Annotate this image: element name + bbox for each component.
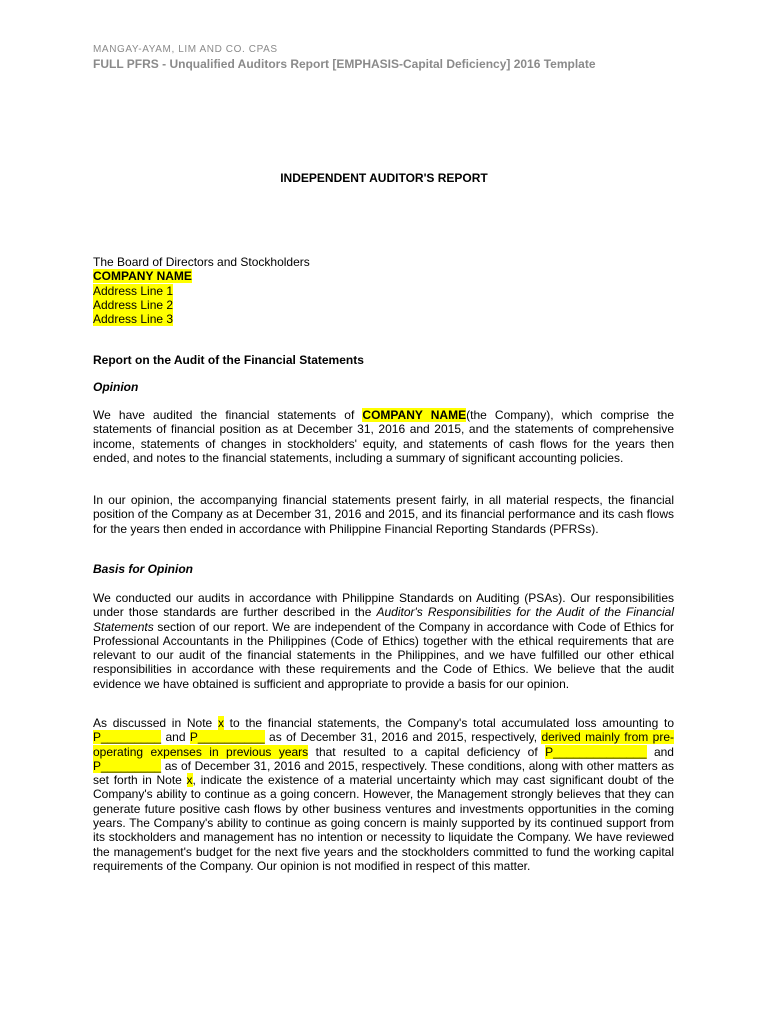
text-run: as of December 31, 2016 and 2015, respectively, (264, 730, 542, 745)
text-run: and (646, 744, 674, 759)
section-title: Report on the Audit of the Financial Statements (93, 353, 364, 367)
text-run: as of December 31, 2016 and 2015, respectively. These conditions, along with other matters as set forth in Note (93, 758, 674, 788)
text-run: that resulted to a capital deficiency of (308, 744, 546, 759)
address-line-1: Address Line 1 (93, 283, 174, 298)
highlighted-phrase: derived mainly from pre-operating expenses in previous years (93, 730, 674, 759)
address-line-3: Address Line 3 (93, 312, 174, 327)
opinion-paragraph-1 (93, 408, 674, 465)
text-run: We have audited the financial statements of (93, 408, 363, 422)
document-header (93, 44, 693, 72)
opinion-heading: Opinion (93, 380, 139, 394)
company-name-inline: COMPANY NAME (362, 408, 467, 422)
note-placeholder: x (217, 716, 224, 730)
note-placeholder: x (186, 773, 193, 788)
template-title: FULL PFRS - Unqualified Auditors Report [EMPHASIS-Capital Deficiency] 2016 Template (93, 57, 596, 71)
report-title: INDEPENDENT AUDITOR'S REPORT (280, 171, 488, 185)
company-name: COMPANY NAME (93, 269, 192, 284)
text-run: , indicate the existence of a material uncertainty which may cast significant doubt of the Company's ability to continue as a going concern. However, the Management strongly believes that they can generate future positive cash flows by other business ventures and investments opportunities in the coming years. The Company's ability to continue as going concern is mainly supported by its continued support from its stockholders and management has no intention or necessity to liquidate the Company. We have reviewed the management's budget for the next five years and the stockholders committed to fund the working capital requirements of the Company. Our opinion is not modified in respect of this matter. (93, 773, 675, 873)
address-line-2: Address Line 2 (93, 297, 174, 312)
emphasis-paragraph (93, 716, 674, 873)
italic-reference: Auditor's Responsibilities for the Audit of the Financial Statements (93, 605, 675, 634)
opinion-paragraph-2: In our opinion, the accompanying financial statements present fairly, in all material respects, the financial position of the Company as at December 31, 2016 and 2015, and its financial performance and its cash flows for the years then ended in accordance with Philippine Financial Reporting Standards (PFRSs). (93, 493, 674, 536)
text-run: As discussed in Note (93, 716, 218, 730)
amount-placeholder: P______________ (545, 744, 647, 759)
amount-placeholder: P__________ (189, 730, 265, 745)
text-run: to the financial statements, the Company's total accumulated loss amounting to (223, 716, 675, 730)
text-run: (the Company), which comprise the statements of financial position as at December 31, 2016 and 2015, and the statements of comprehensive income, statements of changes in stockholders' equity, and statements of cash flows for the years then ended, and notes to the financial statements, including a summary of significant accounting policies. (93, 408, 674, 465)
firm-name: MANGAY-AYAM, LIM AND CO. CPAS (93, 44, 278, 55)
text-run: section of our report. We are independent of the Company in accordance with Code of Ethics for Professional Accountants in the Philippines (Code of Ethics) together with the ethical requirements that are relevant to our audit of the financial statements in the Philippines, and we have fulfilled our other ethical responsibilities in accordance with these requirements and the Code of Ethics. We believe that the audit evidence we have obtained is sufficient and appropriate to provide a basis for our opinion. (93, 619, 674, 691)
text-run: and (161, 730, 190, 745)
basis-paragraph (93, 591, 674, 691)
addressee-block (93, 255, 674, 326)
basis-heading: Basis for Opinion (93, 562, 194, 576)
amount-placeholder: P_________ (93, 730, 162, 745)
addressee-board: The Board of Directors and Stockholders (93, 255, 310, 269)
text-run: We conducted our audits in accordance with Philippine Standards on Auditing (PSAs). Our responsibilities under those standards are further described in the (93, 591, 674, 620)
amount-placeholder: P_________ (93, 758, 162, 773)
